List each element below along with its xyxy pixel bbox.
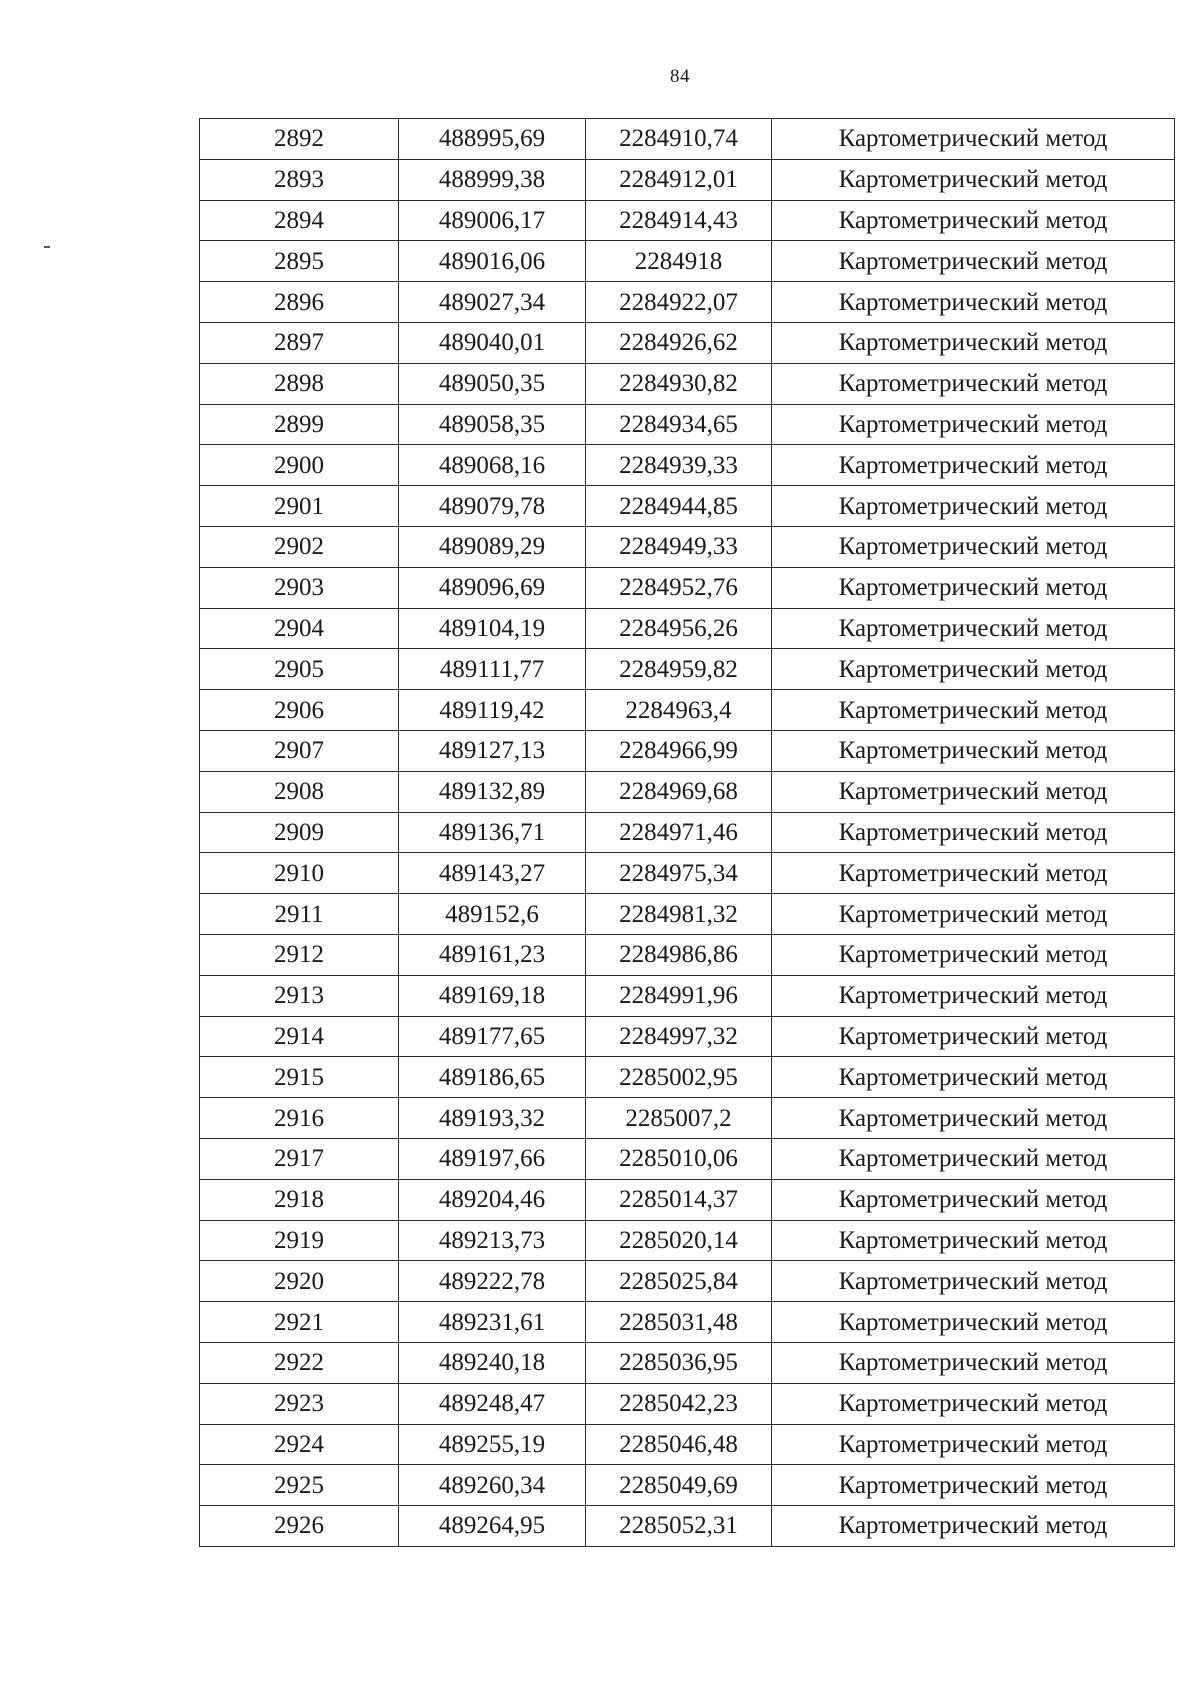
point-number-cell: 2901 (200, 486, 399, 527)
table-row (200, 445, 1175, 486)
x-coordinate-cell: 489050,35 (399, 363, 586, 404)
x-coordinate-cell: 489068,16 (399, 445, 586, 486)
point-number-cell: 2904 (200, 608, 399, 649)
y-coordinate-cell: 2284981,32 (586, 894, 772, 935)
table-row (200, 363, 1175, 404)
method-cell: Картометрический метод (772, 853, 1175, 894)
y-coordinate-cell: 2285042,23 (586, 1383, 772, 1424)
method-cell: Картометрический метод (772, 1302, 1175, 1343)
method-cell: Картометрический метод (772, 526, 1175, 567)
x-coordinate-cell: 489213,73 (399, 1220, 586, 1261)
method-cell: Картометрический метод (772, 1261, 1175, 1302)
x-coordinate-cell: 489240,18 (399, 1342, 586, 1383)
y-coordinate-cell: 2285036,95 (586, 1342, 772, 1383)
x-coordinate-cell: 489255,19 (399, 1424, 586, 1465)
point-number-cell: 2926 (200, 1506, 399, 1547)
point-number-cell: 2898 (200, 363, 399, 404)
method-cell: Картометрический метод (772, 200, 1175, 241)
x-coordinate-cell: 489177,65 (399, 1016, 586, 1057)
point-number-cell: 2918 (200, 1179, 399, 1220)
method-cell: Картометрический метод (772, 404, 1175, 445)
point-number-cell: 2915 (200, 1057, 399, 1098)
table-row (200, 1179, 1175, 1220)
method-cell: Картометрический метод (772, 1465, 1175, 1506)
table-row (200, 771, 1175, 812)
x-coordinate-cell: 489096,69 (399, 567, 586, 608)
table-row (200, 975, 1175, 1016)
y-coordinate-cell: 2285049,69 (586, 1465, 772, 1506)
scan-speck (44, 246, 50, 248)
point-number-cell: 2912 (200, 934, 399, 975)
method-cell: Картометрический метод (772, 1098, 1175, 1139)
method-cell: Картометрический метод (772, 690, 1175, 731)
point-number-cell: 2908 (200, 771, 399, 812)
y-coordinate-cell: 2284971,46 (586, 812, 772, 853)
y-coordinate-cell: 2284963,4 (586, 690, 772, 731)
table-row (200, 567, 1175, 608)
table-row (200, 1465, 1175, 1506)
y-coordinate-cell: 2284991,96 (586, 975, 772, 1016)
point-number-cell: 2921 (200, 1302, 399, 1343)
x-coordinate-cell: 489132,89 (399, 771, 586, 812)
x-coordinate-cell: 489264,95 (399, 1506, 586, 1547)
y-coordinate-cell: 2284969,68 (586, 771, 772, 812)
y-coordinate-cell: 2284944,85 (586, 486, 772, 527)
method-cell: Картометрический метод (772, 241, 1175, 282)
point-number-cell: 2909 (200, 812, 399, 853)
point-number-cell: 2892 (200, 119, 399, 160)
table-row (200, 1261, 1175, 1302)
table-row (200, 1383, 1175, 1424)
x-coordinate-cell: 489136,71 (399, 812, 586, 853)
method-cell: Картометрический метод (772, 730, 1175, 771)
y-coordinate-cell: 2284926,62 (586, 322, 772, 363)
table-row (200, 526, 1175, 567)
method-cell: Картометрический метод (772, 1383, 1175, 1424)
x-coordinate-cell: 489111,77 (399, 649, 586, 690)
y-coordinate-cell: 2284966,99 (586, 730, 772, 771)
point-number-cell: 2925 (200, 1465, 399, 1506)
point-number-cell: 2905 (200, 649, 399, 690)
table-row (200, 1342, 1175, 1383)
x-coordinate-cell: 489204,46 (399, 1179, 586, 1220)
table-row (200, 159, 1175, 200)
method-cell: Картометрический метод (772, 894, 1175, 935)
point-number-cell: 2893 (200, 159, 399, 200)
y-coordinate-cell: 2285046,48 (586, 1424, 772, 1465)
method-cell: Картометрический метод (772, 486, 1175, 527)
point-number-cell: 2913 (200, 975, 399, 1016)
table-row (200, 1016, 1175, 1057)
method-cell: Картометрический метод (772, 567, 1175, 608)
method-cell: Картометрический метод (772, 649, 1175, 690)
x-coordinate-cell: 489119,42 (399, 690, 586, 731)
coordinates-table-body (200, 119, 1175, 1547)
point-number-cell: 2910 (200, 853, 399, 894)
table-row (200, 690, 1175, 731)
y-coordinate-cell: 2284934,65 (586, 404, 772, 445)
x-coordinate-cell: 488995,69 (399, 119, 586, 160)
x-coordinate-cell: 489248,47 (399, 1383, 586, 1424)
method-cell: Картометрический метод (772, 771, 1175, 812)
point-number-cell: 2907 (200, 730, 399, 771)
point-number-cell: 2914 (200, 1016, 399, 1057)
table-row (200, 894, 1175, 935)
table-row (200, 1506, 1175, 1547)
method-cell: Картометрический метод (772, 975, 1175, 1016)
point-number-cell: 2911 (200, 894, 399, 935)
y-coordinate-cell: 2285020,14 (586, 1220, 772, 1261)
table-row (200, 200, 1175, 241)
method-cell: Картометрический метод (772, 1016, 1175, 1057)
y-coordinate-cell: 2284922,07 (586, 282, 772, 323)
method-cell: Картометрический метод (772, 1179, 1175, 1220)
x-coordinate-cell: 489006,17 (399, 200, 586, 241)
table-row (200, 119, 1175, 160)
y-coordinate-cell: 2285007,2 (586, 1098, 772, 1139)
y-coordinate-cell: 2284949,33 (586, 526, 772, 567)
table-row (200, 1302, 1175, 1343)
x-coordinate-cell: 488999,38 (399, 159, 586, 200)
table-row (200, 934, 1175, 975)
y-coordinate-cell: 2284956,26 (586, 608, 772, 649)
point-number-cell: 2919 (200, 1220, 399, 1261)
page-number: 84 (670, 66, 690, 87)
y-coordinate-cell: 2284918 (586, 241, 772, 282)
table-row (200, 812, 1175, 853)
table-row (200, 1424, 1175, 1465)
y-coordinate-cell: 2285052,31 (586, 1506, 772, 1547)
method-cell: Картометрический метод (772, 934, 1175, 975)
x-coordinate-cell: 489079,78 (399, 486, 586, 527)
method-cell: Картометрический метод (772, 1424, 1175, 1465)
table-row (200, 730, 1175, 771)
y-coordinate-cell: 2284912,01 (586, 159, 772, 200)
point-number-cell: 2923 (200, 1383, 399, 1424)
x-coordinate-cell: 489089,29 (399, 526, 586, 567)
point-number-cell: 2895 (200, 241, 399, 282)
table-row (200, 282, 1175, 323)
point-number-cell: 2920 (200, 1261, 399, 1302)
y-coordinate-cell: 2284975,34 (586, 853, 772, 894)
x-coordinate-cell: 489040,01 (399, 322, 586, 363)
x-coordinate-cell: 489152,6 (399, 894, 586, 935)
method-cell: Картометрический метод (772, 1057, 1175, 1098)
method-cell: Картометрический метод (772, 363, 1175, 404)
table-row (200, 486, 1175, 527)
method-cell: Картометрический метод (772, 159, 1175, 200)
point-number-cell: 2922 (200, 1342, 399, 1383)
table-row (200, 241, 1175, 282)
method-cell: Картометрический метод (772, 1220, 1175, 1261)
method-cell: Картометрический метод (772, 119, 1175, 160)
x-coordinate-cell: 489197,66 (399, 1138, 586, 1179)
x-coordinate-cell: 489186,65 (399, 1057, 586, 1098)
point-number-cell: 2902 (200, 526, 399, 567)
method-cell: Картометрический метод (772, 812, 1175, 853)
x-coordinate-cell: 489104,19 (399, 608, 586, 649)
x-coordinate-cell: 489222,78 (399, 1261, 586, 1302)
y-coordinate-cell: 2284914,43 (586, 200, 772, 241)
method-cell: Картометрический метод (772, 282, 1175, 323)
x-coordinate-cell: 489161,23 (399, 934, 586, 975)
y-coordinate-cell: 2284910,74 (586, 119, 772, 160)
point-number-cell: 2896 (200, 282, 399, 323)
y-coordinate-cell: 2285014,37 (586, 1179, 772, 1220)
point-number-cell: 2906 (200, 690, 399, 731)
x-coordinate-cell: 489169,18 (399, 975, 586, 1016)
method-cell: Картометрический метод (772, 1138, 1175, 1179)
table-row (200, 1098, 1175, 1139)
y-coordinate-cell: 2285031,48 (586, 1302, 772, 1343)
coordinates-table (199, 118, 1175, 1547)
point-number-cell: 2924 (200, 1424, 399, 1465)
table-row (200, 1138, 1175, 1179)
point-number-cell: 2899 (200, 404, 399, 445)
x-coordinate-cell: 489143,27 (399, 853, 586, 894)
point-number-cell: 2903 (200, 567, 399, 608)
y-coordinate-cell: 2285002,95 (586, 1057, 772, 1098)
point-number-cell: 2894 (200, 200, 399, 241)
method-cell: Картометрический метод (772, 322, 1175, 363)
y-coordinate-cell: 2284952,76 (586, 567, 772, 608)
method-cell: Картометрический метод (772, 445, 1175, 486)
y-coordinate-cell: 2284930,82 (586, 363, 772, 404)
point-number-cell: 2897 (200, 322, 399, 363)
method-cell: Картометрический метод (772, 608, 1175, 649)
x-coordinate-cell: 489058,35 (399, 404, 586, 445)
table-row (200, 322, 1175, 363)
y-coordinate-cell: 2285010,06 (586, 1138, 772, 1179)
y-coordinate-cell: 2284986,86 (586, 934, 772, 975)
table-row (200, 649, 1175, 690)
table-row (200, 608, 1175, 649)
point-number-cell: 2916 (200, 1098, 399, 1139)
y-coordinate-cell: 2284959,82 (586, 649, 772, 690)
table-row (200, 853, 1175, 894)
x-coordinate-cell: 489260,34 (399, 1465, 586, 1506)
x-coordinate-cell: 489127,13 (399, 730, 586, 771)
x-coordinate-cell: 489193,32 (399, 1098, 586, 1139)
y-coordinate-cell: 2284997,32 (586, 1016, 772, 1057)
method-cell: Картометрический метод (772, 1506, 1175, 1547)
y-coordinate-cell: 2285025,84 (586, 1261, 772, 1302)
method-cell: Картометрический метод (772, 1342, 1175, 1383)
table-row (200, 404, 1175, 445)
x-coordinate-cell: 489016,06 (399, 241, 586, 282)
table-row (200, 1057, 1175, 1098)
point-number-cell: 2917 (200, 1138, 399, 1179)
y-coordinate-cell: 2284939,33 (586, 445, 772, 486)
table-row (200, 1220, 1175, 1261)
x-coordinate-cell: 489027,34 (399, 282, 586, 323)
x-coordinate-cell: 489231,61 (399, 1302, 586, 1343)
point-number-cell: 2900 (200, 445, 399, 486)
